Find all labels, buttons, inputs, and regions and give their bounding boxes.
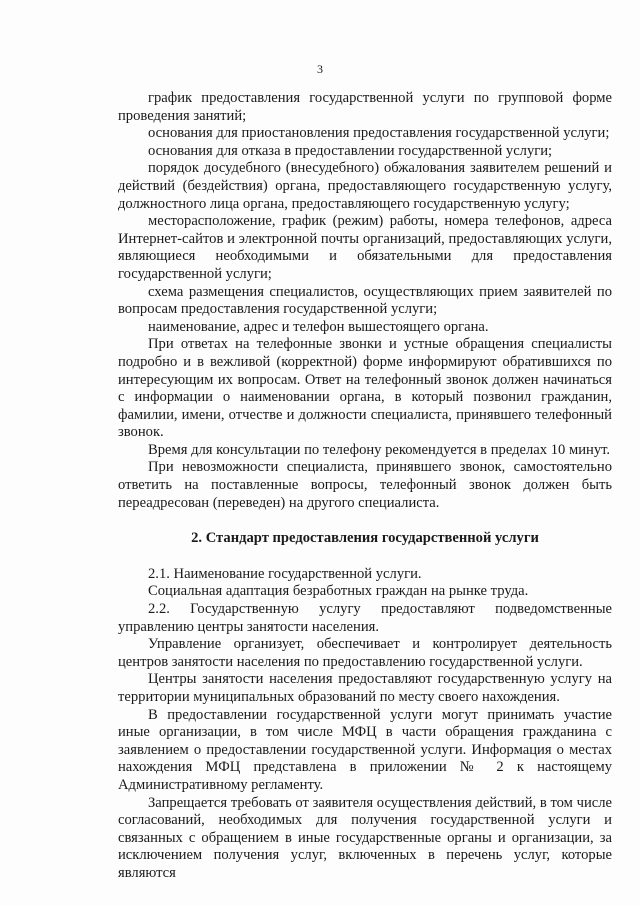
paragraph: Центры занятости населения предоставляют государственную услугу на территории муниципальных образований по месту своего нахождения. (118, 671, 612, 705)
paragraph: Социальная адаптация безработных граждан на рынке труда. (148, 583, 529, 600)
paragraph: Запрещается требовать от заявителя осуществления действий, в том числе согласований, необходимых для получения государственной услуги и связанных с обращением в иные государственные органы и организации, за исключением получения услуг, включенных в перечень услуг, которые являются (118, 794, 612, 881)
paragraph: основания для отказа в предоставлении государственной услуги; (148, 142, 553, 159)
paragraph: схема размещения специалистов, осуществляющих прием заявителей по вопросам предоставления государственной услуги; (118, 283, 612, 318)
document-body (118, 90, 612, 883)
paragraph: 2.2. Государственную услугу предоставляют подведомственные управлению центры занятости населения. (118, 601, 612, 635)
paragraph: порядок досудебного (внесудебного) обжалования заявителем решений и действий (бездействия) органа, предоставляющего государственную услугу, должностного лица органа, предоставляющего государственную услугу; (118, 160, 612, 212)
paragraph: Управление организует, обеспечивает и контролирует деятельность центров занятости населения по предоставлению государственной услуги. (118, 636, 612, 670)
paragraph: наименование, адрес и телефон вышестоящего органа. (148, 318, 489, 335)
paragraph: При невозможности специалиста, принявшего звонок, самостоятельно ответить на поставленные вопросы, телефонный звонок должен быть переадресован (переведен) на другого специалиста. (118, 459, 612, 511)
paragraph: Время для консультации по телефону рекомендуется в пределах 10 минут. (148, 441, 611, 458)
paragraph: В предоставлении государственной услуги могут принимать участие иные организации, в том числе МФЦ в части обращения гражданина с заявлением о предоставлении государственной услуги. Информация о местах нахождения МФЦ представлена в приложении № 2 к настоящему Административному регламенту. (118, 706, 612, 793)
paragraph: 2.1. Наименование государственной услуги. (148, 565, 422, 582)
paragraph: основания для приостановления предоставления государственной услуги; (148, 125, 610, 142)
paragraph: При ответах на телефонные звонки и устные обращения специалисты подробно и в вежливой (корректной) форме информируют обратившихся по интересующим их вопросам. Ответ на телефонный звонок должен начинаться с информации о наименовании органа, в который позвонил гражданин, фамилии, имени, отчестве и должности специалиста, принявшего телефонный звонок. (118, 336, 612, 441)
paragraph: месторасположение, график (режим) работы, номера телефонов, адреса Интернет-сайтов и электронной почты организаций, предоставляющих услуги, являющиеся необходимыми и обязательными для предоставления государственной услуги; (118, 213, 612, 282)
section-heading: 2. Стандарт предоставления государственной услуги (191, 530, 539, 547)
paragraph: график предоставления государственной услуги по групповой форме проведения занятий; (118, 90, 612, 124)
page-number: 3 (317, 62, 323, 76)
